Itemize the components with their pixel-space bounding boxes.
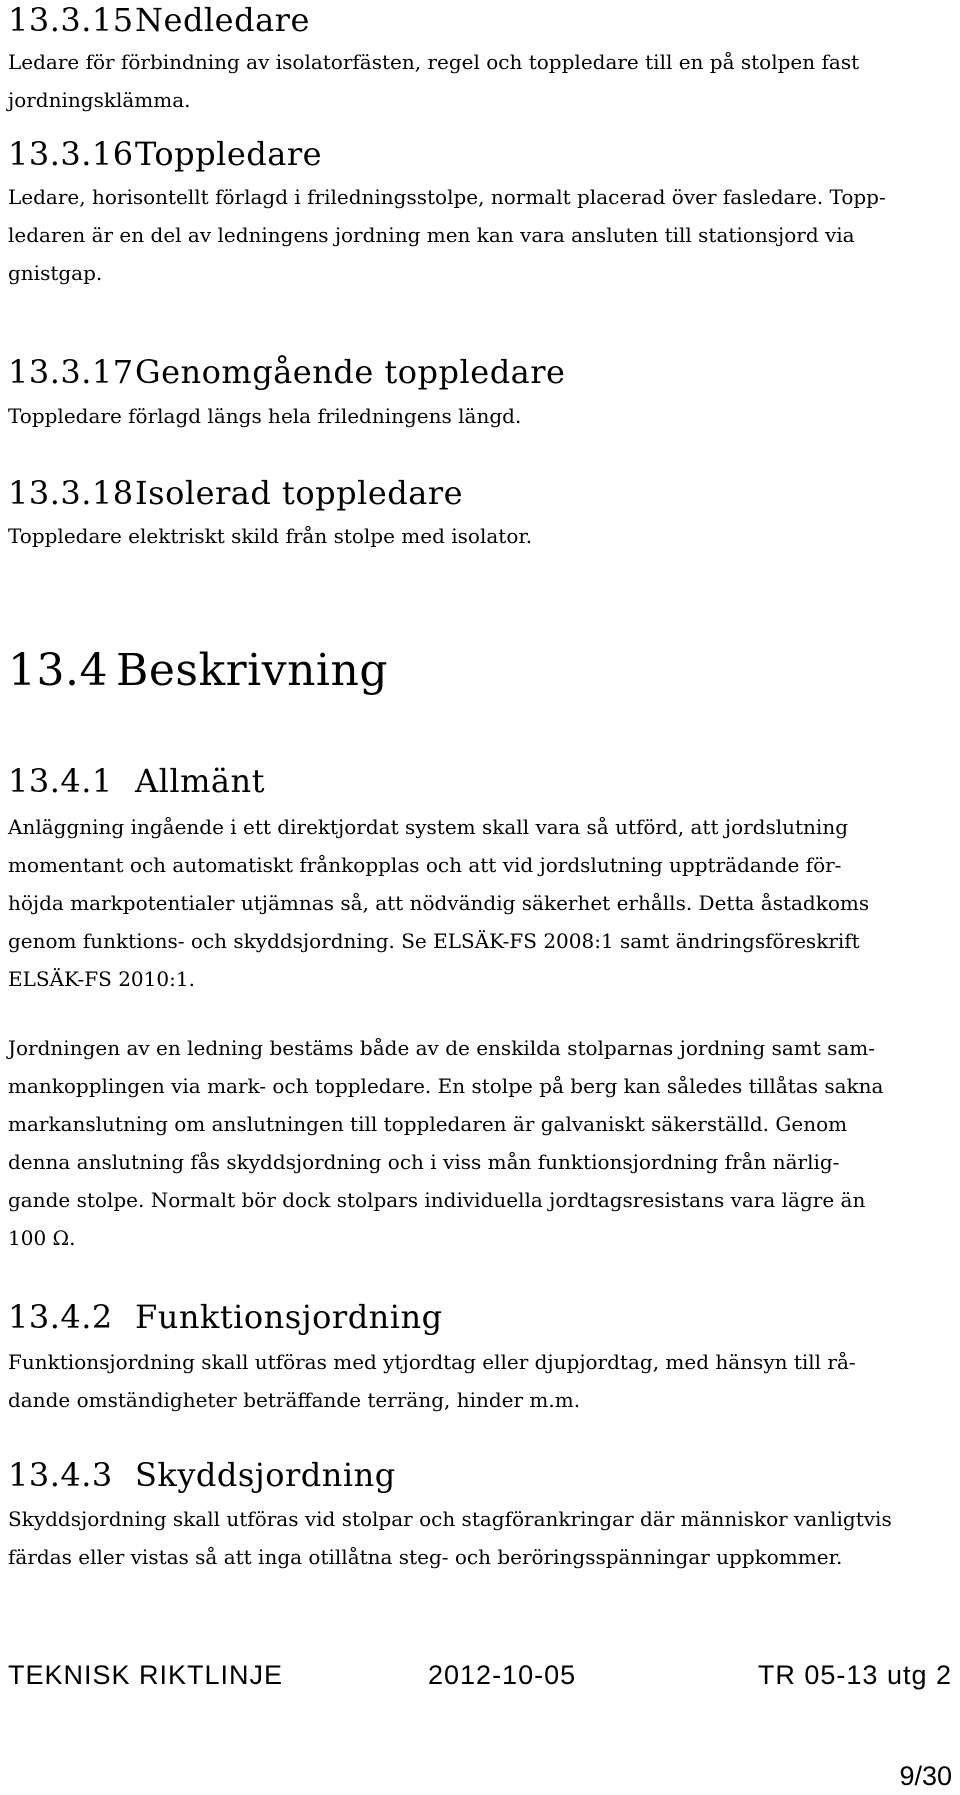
- heading-number: 13.4.1: [8, 762, 113, 800]
- footer-doc-type: TEKNISK RIKTLINJE: [8, 1660, 284, 1690]
- paragraph-13-4-2: [8, 1343, 948, 1419]
- text-line: momentant och automatiskt frånkopplas och att vid jordslutning uppträdande för-: [8, 853, 842, 877]
- text-line: gnistgap.: [8, 261, 103, 285]
- heading-13-3-16: [8, 134, 322, 174]
- heading-13-3-15: [8, 0, 310, 40]
- heading-title: Beskrivning: [116, 645, 388, 696]
- heading-13-4-2: [8, 1297, 443, 1337]
- heading-13-4-3: [8, 1455, 396, 1495]
- heading-number: 13.4.3: [8, 1456, 113, 1494]
- paragraph-13-4-1-a: [8, 808, 948, 998]
- text-line: Skyddsjordning skall utföras vid stolpar och stagförankringar där människor vanligtvis: [8, 1507, 892, 1531]
- text-line: Jordningen av en ledning bestäms både av de enskilda stolparnas jordning samt sam-: [8, 1036, 876, 1060]
- text-line: 100 Ω.: [8, 1226, 76, 1250]
- text-line: mankopplingen via mark- och toppledare. En stolpe på berg kan således tillåtas sakna: [8, 1074, 884, 1098]
- paragraph-13-3-18: [8, 517, 948, 555]
- footer-date: 2012-10-05: [428, 1660, 577, 1690]
- paragraph-13-4-1-b: [8, 1029, 948, 1257]
- heading-13-3-18: [8, 473, 463, 513]
- text-line: höjda markpotentialer utjämnas så, att nödvändig säkerhet erhålls. Detta åstadkoms: [8, 891, 870, 915]
- heading-title: Nedledare: [135, 1, 310, 39]
- heading-title: Isolerad toppledare: [135, 474, 464, 512]
- text-line: färdas eller vistas så att inga otillåtna steg- och beröringsspänningar uppkommer.: [8, 1545, 843, 1569]
- heading-number: 13.3.18: [8, 474, 134, 512]
- text-line: gande stolpe. Normalt bör dock stolpars individuella jordtagsresistans vara lägre än: [8, 1188, 866, 1212]
- page-footer: [0, 1657, 960, 1693]
- heading-title: Toppledare: [135, 135, 323, 173]
- paragraph-13-4-3: [8, 1500, 948, 1576]
- heading-title: Allmänt: [135, 762, 265, 800]
- text-line: ELSÄK-FS 2010:1.: [8, 967, 195, 991]
- paragraph-13-3-16: [8, 178, 948, 292]
- text-line: jordningsklämma.: [8, 88, 191, 112]
- text-line: Toppledare förlagd längs hela friledningens längd.: [8, 404, 522, 428]
- heading-13-4-1: [8, 761, 265, 801]
- heading-title: Skyddsjordning: [135, 1456, 396, 1494]
- paragraph-13-3-17: [8, 397, 948, 435]
- heading-number: 13.3.15: [8, 1, 134, 39]
- heading-number: 13.4: [8, 645, 108, 696]
- page-number: 9/30: [899, 1761, 952, 1791]
- footer-doc-id: TR 05-13 utg 2: [757, 1660, 952, 1690]
- heading-number: 13.4.2: [8, 1298, 113, 1336]
- text-line: Anläggning ingående i ett direktjordat system skall vara så utförd, att jordslutning: [8, 815, 849, 839]
- paragraph-13-3-15: [8, 43, 948, 119]
- heading-13-3-17: [8, 352, 565, 392]
- heading-title: Genomgående toppledare: [135, 353, 566, 391]
- text-line: Ledare, horisontellt förlagd i friledningsstolpe, normalt placerad över fasledare. Topp-: [8, 185, 886, 209]
- heading-title: Funktionsjordning: [135, 1298, 443, 1336]
- heading-number: 13.3.17: [8, 353, 134, 391]
- text-line: Funktionsjordning skall utföras med ytjordtag eller djupjordtag, med hänsyn till rå-: [8, 1350, 856, 1374]
- text-line: dande omständigheter beträffande terräng, hinder m.m.: [8, 1388, 581, 1412]
- text-line: denna anslutning fås skyddsjordning och i viss mån funktionsjordning från närlig-: [8, 1150, 840, 1174]
- text-line: ledaren är en del av ledningens jordning men kan vara ansluten till stationsjord via: [8, 223, 855, 247]
- text-line: Ledare för förbindning av isolatorfästen, regel och toppledare till en på stolpen fast: [8, 50, 860, 74]
- text-line: Toppledare elektriskt skild från stolpe med isolator.: [8, 524, 533, 548]
- text-line: markanslutning om anslutningen till toppledaren är galvaniskt säkerställd. Genom: [8, 1112, 848, 1136]
- text-line: genom funktions- och skyddsjordning. Se ELSÄK-FS 2008:1 samt ändringsföreskrift: [8, 929, 860, 953]
- heading-number: 13.3.16: [8, 135, 134, 173]
- heading-13-4: [8, 645, 388, 697]
